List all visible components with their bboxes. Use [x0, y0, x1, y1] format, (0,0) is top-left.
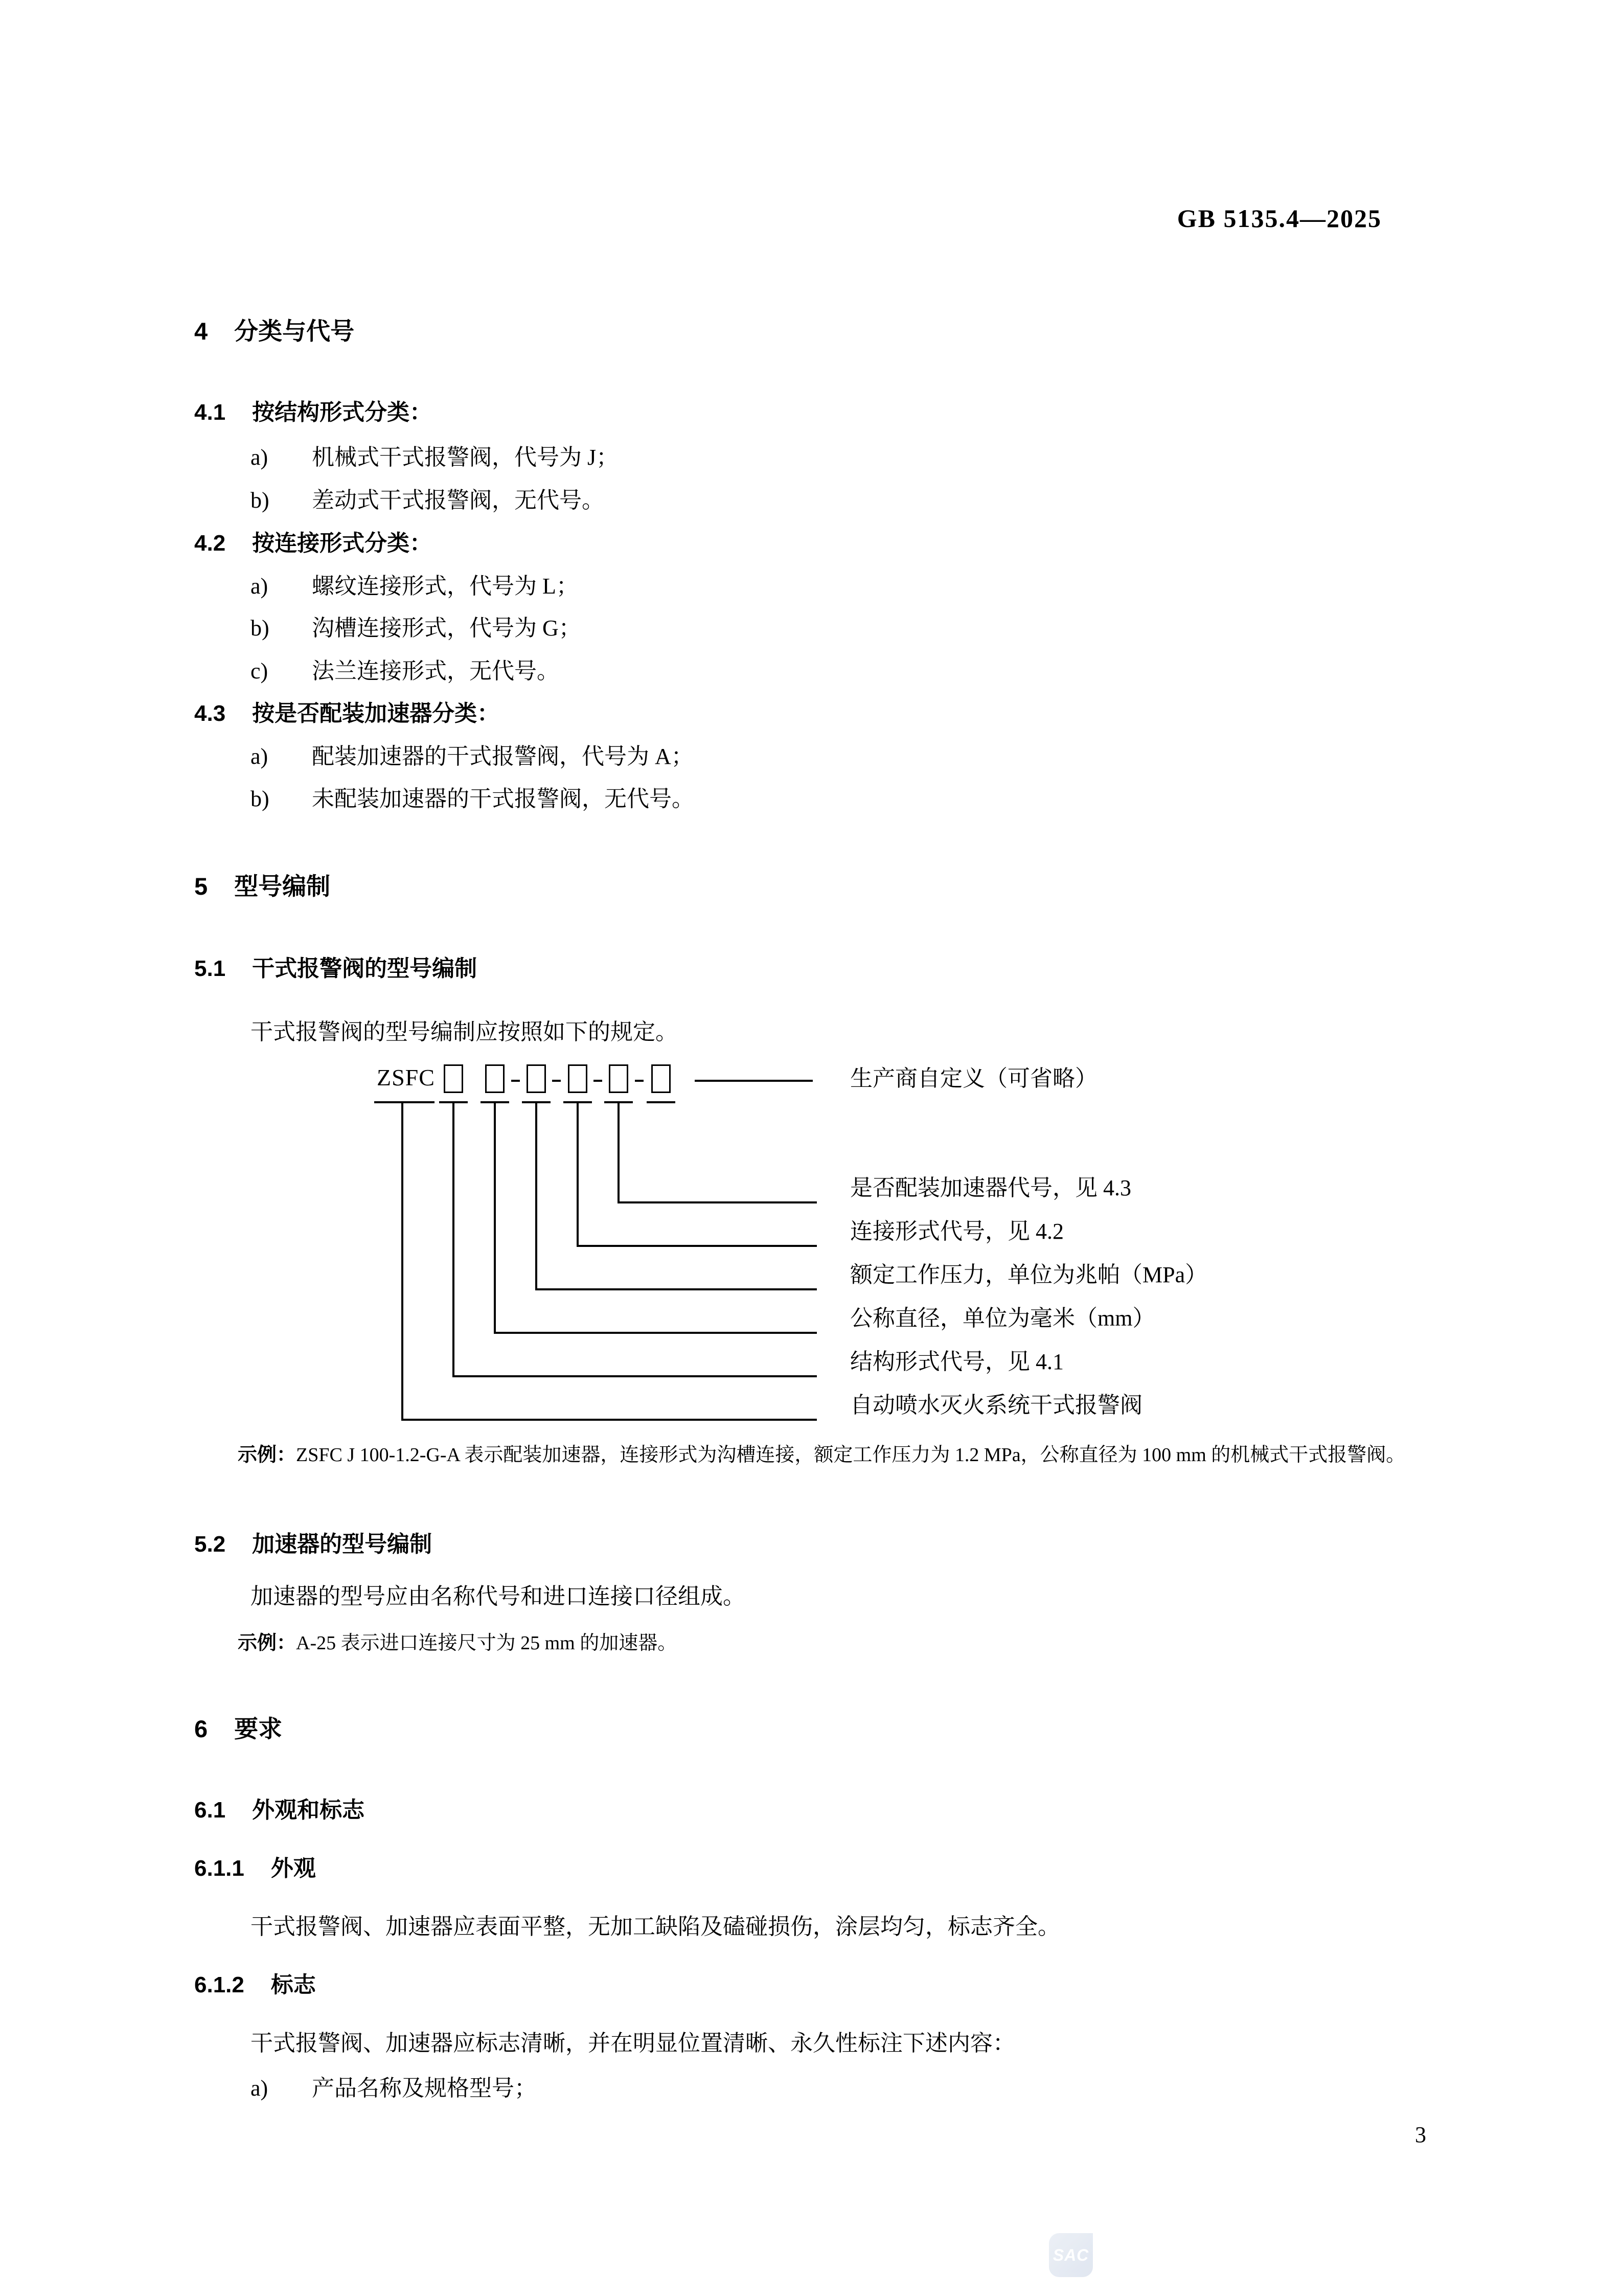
section-title: 按连接形式分类： [252, 531, 432, 556]
section-5-heading [194, 871, 1431, 902]
section-number: 4.2 [194, 531, 226, 556]
list-marker: a) [250, 445, 268, 470]
section-4-2-heading [194, 529, 1431, 558]
section-title: 加速器的型号编制 [252, 1532, 432, 1557]
section-number: 5.1 [194, 956, 226, 981]
list-marker: b) [250, 488, 269, 513]
section-title: 标志 [270, 1972, 316, 1997]
list-marker: b) [250, 616, 269, 641]
list-item [194, 443, 1431, 472]
section-number: 4.1 [194, 400, 226, 425]
example-text: ZSFC J 100-1.2-G-A 表示配装加速器，连接形式为沟槽连接，额定工作压力为 1.2 MPa，公称直径为 100 mm 的机械式干式报警阀。 [296, 1444, 1406, 1466]
list-item [194, 486, 1431, 515]
paragraph: 干式报警阀的型号编制应按照如下的规定。 [250, 1019, 678, 1044]
sac-logo-text: SAC [1053, 2245, 1089, 2264]
connector-line [695, 1080, 813, 1082]
section-number: 4 [194, 317, 208, 345]
list-text: 螺纹连接形式，代号为 L； [312, 574, 579, 599]
connector-line [401, 1419, 817, 1421]
hyphen-separator [552, 1080, 561, 1082]
example-note [194, 1630, 1431, 1656]
model-designation-diagram [194, 1063, 1431, 1427]
example-label: 示例： [238, 1444, 296, 1466]
section-title: 型号编制 [234, 873, 331, 900]
list-text: 产品名称及规格型号； [312, 2076, 537, 2101]
section-5-1-heading [194, 954, 1431, 984]
model-field-box [527, 1064, 546, 1093]
list-marker: a) [250, 2076, 268, 2101]
connector-line [618, 1103, 620, 1203]
list-item [194, 2074, 1431, 2103]
hyphen-separator [635, 1080, 644, 1082]
list-text: 差动式干式报警阀，无代号。 [312, 488, 604, 513]
section-4-heading [194, 316, 1431, 347]
field-underline [374, 1101, 435, 1103]
paragraph: 干式报警阀、加速器应表面平整，无加工缺陷及磕碰损伤，涂层均匀，标志齐全。 [250, 1914, 1060, 1939]
diagram-label-valve-name: 自动喷水灭火系统干式报警阀 [850, 1393, 1142, 1418]
list-marker: a) [250, 744, 268, 769]
section-5-2-heading [194, 1530, 1431, 1559]
list-marker: a) [250, 574, 268, 599]
section-6-1-1-heading [194, 1854, 1431, 1883]
hyphen-separator [511, 1080, 520, 1082]
list-text: 机械式干式报警阀，代号为 J； [312, 445, 619, 470]
list-item [194, 784, 1431, 814]
example-note [194, 1442, 1431, 1468]
example-label: 示例： [238, 1632, 296, 1654]
list-marker: b) [250, 786, 269, 811]
section-6-1-2-heading [194, 1970, 1431, 2000]
diagram-label-connection-code: 连接形式代号，见 4.2 [850, 1219, 1064, 1244]
connector-line [494, 1332, 817, 1334]
diagram-label-pressure: 额定工作压力，单位为兆帕（MPa） [850, 1262, 1208, 1287]
model-field-box [609, 1064, 628, 1093]
model-field-box [651, 1064, 671, 1093]
connector-line [452, 1375, 817, 1377]
section-number: 5 [194, 873, 208, 900]
list-item [194, 572, 1431, 601]
model-field-box [485, 1064, 505, 1093]
list-text: 配装加速器的干式报警阀，代号为 A； [312, 744, 694, 769]
diagram-label-diameter: 公称直径，单位为毫米（mm） [850, 1306, 1155, 1331]
page-number: 3 [1415, 2122, 1426, 2147]
connector-line [535, 1288, 817, 1290]
paragraph: 干式报警阀、加速器应标志清晰，并在明显位置清晰、永久性标注下述内容： [250, 2031, 1015, 2056]
model-prefix: ZSFC [377, 1064, 435, 1090]
section-title: 按是否配装加速器分类： [252, 701, 500, 726]
section-number: 6 [194, 1715, 208, 1742]
diagram-label-structure-code: 结构形式代号，见 4.1 [850, 1349, 1064, 1374]
list-text: 未配装加速器的干式报警阀，无代号。 [312, 786, 694, 811]
diagram-label-manufacturer: 生产商自定义（可省略） [850, 1066, 1098, 1091]
list-item [194, 656, 1431, 686]
section-title: 干式报警阀的型号编制 [252, 956, 477, 981]
list-marker: c) [250, 658, 268, 684]
model-field-box [444, 1064, 463, 1093]
hyphen-separator [593, 1080, 602, 1082]
paragraph: 加速器的型号应由名称代号和进口连接口径组成。 [250, 1584, 745, 1609]
connector-line [494, 1103, 496, 1334]
section-4-1-heading [194, 398, 1431, 427]
example-text: A-25 表示进口连接尺寸为 25 mm 的加速器。 [296, 1632, 677, 1654]
section-number: 5.2 [194, 1532, 226, 1557]
section-6-1-heading [194, 1795, 1431, 1825]
section-title: 按结构形式分类： [252, 400, 432, 425]
diagram-label-accelerator-code: 是否配装加速器代号，见 4.3 [850, 1175, 1131, 1200]
page-content [194, 0, 1431, 2103]
connector-line [577, 1245, 817, 1247]
section-number: 6.1 [194, 1798, 226, 1823]
section-number: 6.1.2 [194, 1972, 244, 1997]
section-title: 外观和标志 [252, 1798, 365, 1823]
section-number: 4.3 [194, 701, 226, 726]
section-title: 要求 [234, 1715, 283, 1742]
list-text: 沟槽连接形式，代号为 G； [312, 616, 581, 641]
section-title: 外观 [270, 1856, 316, 1881]
section-title: 分类与代号 [234, 317, 355, 345]
connector-line [618, 1201, 817, 1203]
connector-line [577, 1103, 579, 1247]
model-field-box [568, 1064, 587, 1093]
connector-line [401, 1103, 403, 1421]
list-text: 法兰连接形式，无代号。 [312, 658, 559, 684]
sac-watermark-logo [1049, 2233, 1093, 2277]
list-item [194, 742, 1431, 771]
list-item [194, 613, 1431, 643]
standard-number: GB 5135.4—2025 [1177, 204, 1382, 233]
field-underline [647, 1101, 675, 1103]
section-4-3-heading [194, 699, 1431, 729]
section-number: 6.1.1 [194, 1856, 244, 1881]
connector-line [452, 1103, 454, 1377]
section-6-heading [194, 1714, 1431, 1744]
connector-line [535, 1103, 537, 1290]
